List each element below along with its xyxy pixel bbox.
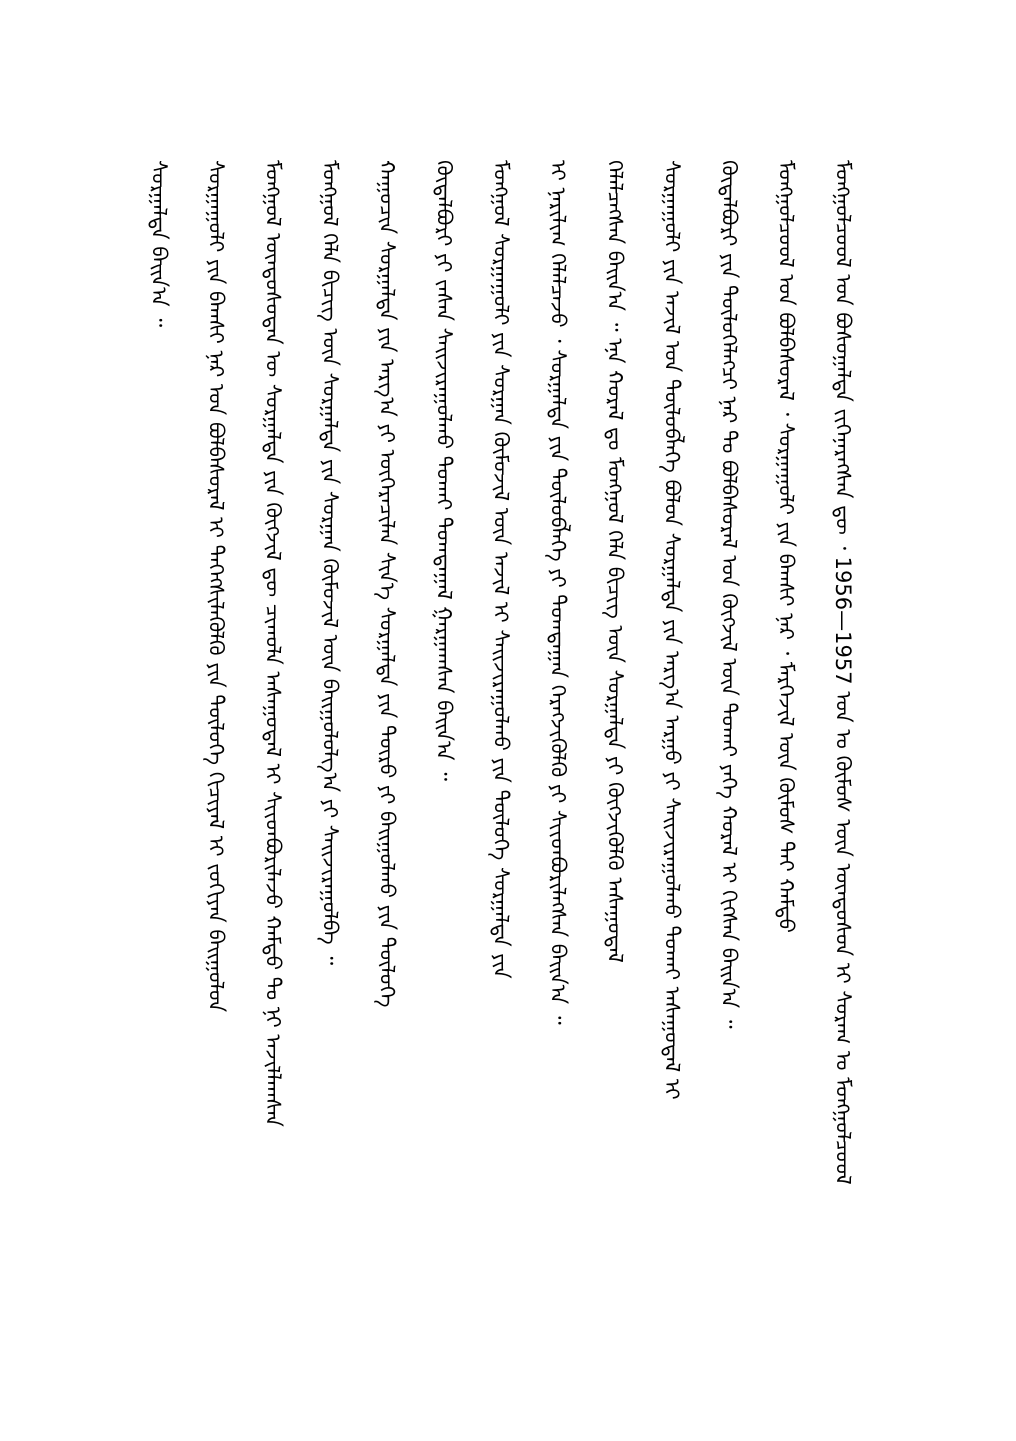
document-body	[138, 160, 860, 1320]
text-line	[826, 160, 860, 1320]
line-text: ᠮᠣᠩᠭᠣᠯᠴᠤᠤᠯ ᠤᠨ ᠪᠣᠯᠪᠠᠰᠤᠷᠠᠯ ᠂ ᠰᠤᠷᠭᠠᠭᠤᠯᠢ ᠶᠢᠨ ᠪᠠᠭᠰᠢ ᠨᠠᠷ ᠂ ᠮᠡᠷᠭᠡᠵᠢᠯ ᠦᠨ ᠬᠦᠮᠦᠰ ᠲᠡᠢ ᠬᠠᠮᠲᠤ	[774, 160, 798, 933]
line-text: ᠬᠥᠲᠡᠯᠪᠦᠷᠢ ᠶᠢᠨ ᠲᠥᠯᠦᠭᠡᠯᠡᠭᠴᠢ ᠨᠠᠷ ᠲᠤ ᠪᠣᠯᠪᠠᠰᠤᠷᠠᠯ ᠤᠨ ᠬᠥᠭᠵᠢᠯ ᠦᠨ ᠲᠤᠬᠠᠢ ᠶᠡᠬᠡ ᠬᠤᠷᠠᠯ ᠢ ᠬᠢᠭᠰᠡᠨ ᠪᠠᠢᠨ᠎ᠠ ᠃	[717, 160, 741, 1029]
line-text: ᠰᠤᠷᠭᠠᠭᠤᠯᠢ ᠶᠢᠨ ᠠᠵᠢᠯ ᠤᠨ ᠲᠥᠯᠦᠪᠯᠡᠭᠡ ᠪᠣᠯᠤᠨ ᠰᠤᠷᠭᠠᠯᠲᠠ ᠶᠢᠨ ᠠᠷᠭ᠎ᠠ ᠠᠷᠭᠤ ᠶᠢ ᠰᠠᠢᠵᠢᠷᠠᠭᠤᠯᠬᠤ ᠲᠤᠬᠠᠢ ᠠᠰᠠᠭᠤᠳᠠᠯ ᠢ	[660, 160, 684, 1100]
line-text: ᠰᠤᠷᠭᠠᠯᠲᠠ ᠪᠠᠢᠨ᠎ᠠ ᠃	[147, 160, 171, 328]
line-text: ᠬᠥᠲᠡᠯᠪᠦᠷᠢ ᠶᠢ ᠵᠠᠰᠠᠨ ᠰᠠᠢᠵᠢᠷᠠᠭᠤᠯᠬᠤ ᠲᠤᠬᠠᠢ ᠲᠣᠭᠲᠠᠭᠠᠯ ᠭᠠᠷᠭᠠᠭᠰᠠᠨ ᠪᠠᠢᠨ᠎ᠠ ᠃	[432, 160, 456, 781]
text-line	[541, 160, 575, 1320]
text-line	[712, 160, 746, 1320]
text-line	[313, 160, 347, 1320]
text-line	[256, 160, 290, 1320]
text-line	[142, 160, 176, 1320]
line-text: ᠮᠣᠩᠭᠣᠯ ᠰᠤᠷᠭᠠᠭᠤᠯᠢ ᠶᠢᠨ ᠰᠤᠷᠭᠠᠨ ᠬᠦᠮᠦᠵᠢᠯ ᠦᠨ ᠠᠵᠢᠯ ᠢ ᠰᠠᠢᠵᠢᠷᠠᠭᠤᠯᠬᠤ ᠶᠢᠨ ᠲᠥᠯᠦᠭᠡ ᠰᠤᠷᠭᠠᠯᠲᠠ ᠶᠢᠨ	[489, 160, 513, 979]
text-line	[484, 160, 518, 1320]
line-text: ᠮᠣᠩᠭᠣᠯ ᠦᠨᠳᠦᠰᠦᠲᠡᠨ ᠦ ᠰᠤᠷᠭᠠᠯᠲᠠ ᠶᠢᠨ ᠬᠥᠭᠵᠢᠯ ᠳᠦ ᠴᠢᠬᠤᠯᠠ ᠠᠰᠠᠭᠤᠳᠠᠯ ᠢ ᠰᠢᠢᠳᠪᠦᠷᠢᠯᠡᠵᠦ ᠬᠠᠮᠲᠤ ᠲᠤ ᠨᠢ ᠠᠵᠢᠯᠯᠠᠭᠰᠠᠨ	[261, 160, 285, 1127]
line-text: ᠬᠡᠯᠡᠯᠴᠡᠭᠰᠡᠨ ᠪᠠᠢᠨ᠎ᠠ ᠃ ᠡᠨᠡ ᠬᠤᠷᠠᠯ ᠳᠤ ᠮᠣᠩᠭᠣᠯ ᠬᠡᠯᠡ ᠪᠢᠴᠢᠭ ᠦᠨ ᠰᠤᠷᠭᠠᠯᠲᠠ ᠶᠢ ᠬᠥᠭᠵᠢᠭᠦᠯᠬᠦ ᠠᠰᠠᠭᠤᠳᠠᠯ	[603, 160, 627, 963]
text-line	[427, 160, 461, 1320]
text-line	[598, 160, 632, 1320]
line-text: ᠢ ᠨᠠᠷᠢᠯᠢᠭ ᠬᠡᠯᠡᠯᠴᠡᠵᠦ ᠂ ᠰᠤᠷᠭᠠᠯᠲᠠ ᠶᠢᠨ ᠲᠥᠯᠦᠪᠯᠡᠭᠡ ᠶᠢ ᠲᠣᠭᠲᠠᠭᠠᠨ ᠬᠡᠷᠡᠭᠵᠢᠭᠦᠯᠬᠦ ᠶᠢ ᠱᠢᠢᠳᠪᠦᠷᠢᠯᠡᠭᠰᠡᠨ ᠪᠠᠢᠨ᠎ᠠ ᠃	[546, 160, 570, 1025]
line-text: ᠰᠤᠷᠭᠠᠭᠤᠯᠢ ᠶᠢᠨ ᠪᠠᠭᠰᠢ ᠨᠠᠷ ᠤᠨ ᠪᠣᠯᠪᠠᠰᠤᠷᠠᠯ ᠢ ᠳᠡᠭᠡᠭᠰᠢᠯᠡᠭᠦᠯᠬᠦ ᠶᠢᠨ ᠲᠥᠯᠦᠭᠡ ᠬᠢᠴᠢᠶᠡᠯ ᠢ ᠵᠣᠬᠢᠶᠠᠨ ᠪᠠᠢᠭᠤᠯᠤᠨ	[204, 160, 228, 1013]
text-line	[370, 160, 404, 1320]
text-line	[199, 160, 233, 1320]
line-text: ᠮᠣᠩᠭᠣᠯᠴᠤᠤᠯ ᠤᠨ ᠪᠣᠰᠣᠭᠠᠯᠲᠠ ᠵᠢᠭᠡᠨᠡᠷᠡᠭᠰᠡᠨ ᠳᠦ ᠂ 1956—1957 ᠣᠨ ᠤ ᠬᠥᠮᠦᠰ ᠦᠨ ᠦᠨᠳᠦᠰᠦᠨ ᠢ ᠰᠤᠷᠠᠭ ᠤ ᠮᠣᠩᠭᠣᠯᠴᠤᠤᠯ	[831, 160, 855, 1185]
line-text: ᠬᠠᠭᠤᠴᠢᠨ ᠰᠤᠷᠭᠠᠯᠲᠠ ᠶᠢᠨ ᠠᠷᠭ᠎ᠠ ᠶᠢ ᠥᠭᠡᠷᠡᠴᠢᠯᠡᠨ ᠰᠢᠨ᠎ᠡ ᠰᠤᠷᠭᠠᠯᠲᠠ ᠶᠢᠨ ᠲᠥᠷᠥ ᠶᠢ ᠪᠠᠢᠭᠤᠯᠬᠤ ᠶᠢᠨ ᠲᠥᠯᠦᠭᠡ	[375, 160, 399, 1008]
text-line	[769, 160, 803, 1320]
text-line	[655, 160, 689, 1320]
line-text: ᠮᠣᠩᠭᠣᠯ ᠬᠡᠯᠡ ᠪᠢᠴᠢᠭ ᠦᠨ ᠰᠤᠷᠭᠠᠯᠲᠠ ᠶᠢᠨ ᠰᠤᠷᠭᠠᠨ ᠬᠦᠮᠦᠵᠢᠯ ᠦᠨ ᠪᠠᠢᠭᠤᠯᠤᠯᠭ᠎ᠠ ᠶᠢ ᠰᠠᠢᠵᠢᠷᠠᠭᠤᠯᠪᠠ ᠃	[318, 160, 342, 966]
